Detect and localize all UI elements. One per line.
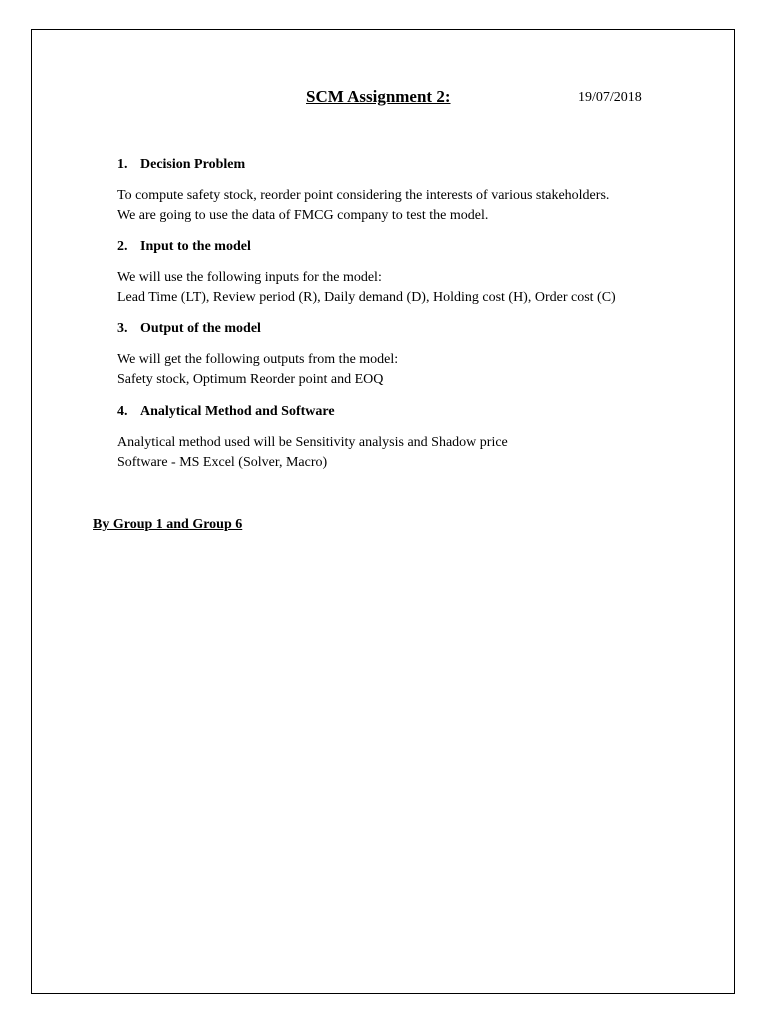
- section-number: 2.: [117, 239, 128, 254]
- group-credit: By Group 1 and Group 6: [93, 517, 243, 532]
- section-title: Input to the model: [140, 239, 251, 254]
- section-heading-analytical-method: [117, 404, 335, 420]
- section-text-line: Software - MS Excel (Solver, Macro): [117, 455, 328, 470]
- section-number: 4.: [117, 404, 128, 419]
- page-title: SCM Assignment 2:: [306, 87, 451, 106]
- section-title: Analytical Method and Software: [140, 404, 335, 419]
- section-text-line: We will get the following outputs from the model:: [117, 352, 399, 367]
- section-text-line: We are going to use the data of FMCG company to test the model.: [117, 208, 489, 223]
- section-text-line: We will use the following inputs for the model:: [117, 270, 382, 285]
- section-text-line: To compute safety stock, reorder point considering the interests of various stakeholders.: [117, 188, 610, 203]
- section-text-line: Lead Time (LT), Review period (R), Daily demand (D), Holding cost (H), Order cost (C): [117, 290, 616, 305]
- section-title: Decision Problem: [140, 157, 246, 172]
- page-border: [31, 29, 735, 994]
- section-heading-output: [117, 321, 261, 337]
- section-heading-decision-problem: [117, 157, 245, 173]
- section-number: 3.: [117, 321, 128, 336]
- document-date: 19/07/2018: [578, 90, 642, 105]
- section-heading-input: [117, 239, 251, 255]
- section-number: 1.: [117, 157, 128, 172]
- section-text-line: Safety stock, Optimum Reorder point and EOQ: [117, 372, 384, 387]
- section-title: Output of the model: [140, 321, 261, 336]
- section-text-line: Analytical method used will be Sensitivity analysis and Shadow price: [117, 435, 508, 450]
